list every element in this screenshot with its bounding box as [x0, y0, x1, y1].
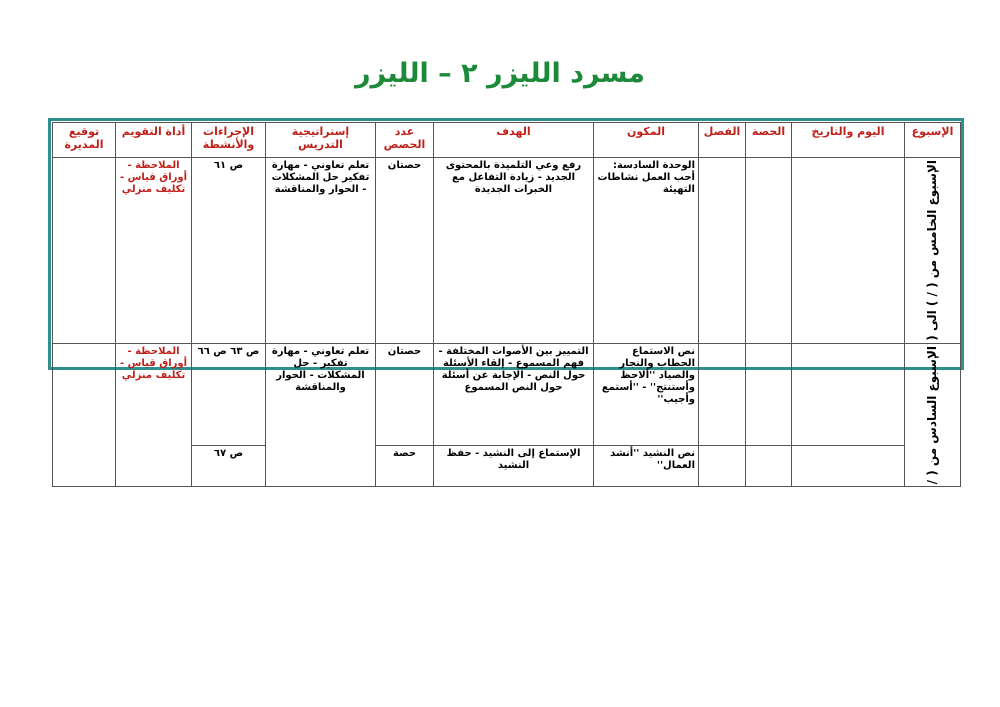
day-date-cell [792, 343, 905, 445]
week5-label: الإسبوع الخامس من ( / ) الى ( [925, 160, 939, 341]
signature-cell [53, 158, 116, 344]
header-week: الإسبوع [905, 123, 961, 158]
page-title: مسرد الليزر ٢ – الليزر [355, 58, 645, 89]
period-cell [746, 158, 792, 344]
period-cell [746, 343, 792, 445]
header-component: المكون [594, 123, 699, 158]
assessment-cell: الملاحظة - أوراق قياس - تكليف منزلي [116, 158, 192, 344]
header-num-periods: عدد الحصص [376, 123, 434, 158]
goal-cell: رفع وعي التلميذة بالمحتوى الجديد - زيادة التفاعل مع الخبرات الجديدة [434, 158, 594, 344]
component-cell: الوحدة السادسة: أحب العمل نشاطات التهيئة [594, 158, 699, 344]
table-row [53, 343, 961, 445]
header-procedures: الإجراءات والأنشطة [192, 123, 266, 158]
header-goal: الهدف [434, 123, 594, 158]
signature-cell [53, 343, 116, 486]
header-period: الحصة [746, 123, 792, 158]
table-row [53, 158, 961, 344]
class-cell [699, 158, 746, 344]
strategy-cell: تعلم تعاوني - مهارة تفكير - حل المشكلات - الحوار والمناقشة [266, 343, 376, 486]
num-periods-cell: حصة [376, 445, 434, 486]
assessment-cell: الملاحظة - أوراق قياس - تكليف منزلي [116, 343, 192, 486]
day-date-cell [792, 445, 905, 486]
strategy-cell: تعلم تعاوني - مهارة تفكير حل المشكلات - الحوار والمناقشة [266, 158, 376, 344]
header-signature: توقيع المديرة [53, 123, 116, 158]
class-cell [699, 343, 746, 445]
header-day-date: اليوم والتاريخ [792, 123, 905, 158]
week6-cell [905, 343, 961, 486]
num-periods-cell: حصتان [376, 343, 434, 445]
week6-label: الإسبوع السادس من ( / [925, 345, 939, 485]
header-class: الفصل [699, 123, 746, 158]
num-periods-cell: حصتان [376, 158, 434, 344]
goal-cell: الإستماع إلى النشيد - حفظ النشيد [434, 445, 594, 486]
procedures-cell: ص ٦٧ [192, 445, 266, 486]
lesson-plan-table [52, 122, 961, 487]
day-date-cell [792, 158, 905, 344]
header-strategy: إستراتيجية التدريس [266, 123, 376, 158]
week5-cell [905, 158, 961, 344]
class-cell [699, 445, 746, 486]
header-row [53, 123, 961, 158]
component-cell: نص الاستماع الحطاب والنجار والصياد ''ألاحظ وأستنتج'' - ''أستمع وأجيب'' [594, 343, 699, 445]
goal-cell: التمييز بين الأصوات المختلفة - فهم المسموع - إلقاء الأسئلة حول النص - الإجابة عن أسئلة حول النص المسموع [434, 343, 594, 445]
period-cell [746, 445, 792, 486]
procedures-cell: ص ٦١ [192, 158, 266, 344]
procedures-cell: ص ٦٣ ص ٦٦ [192, 343, 266, 445]
component-cell: نص النشيد ''أنشد العمال'' [594, 445, 699, 486]
header-assessment: أداة التقويم [116, 123, 192, 158]
